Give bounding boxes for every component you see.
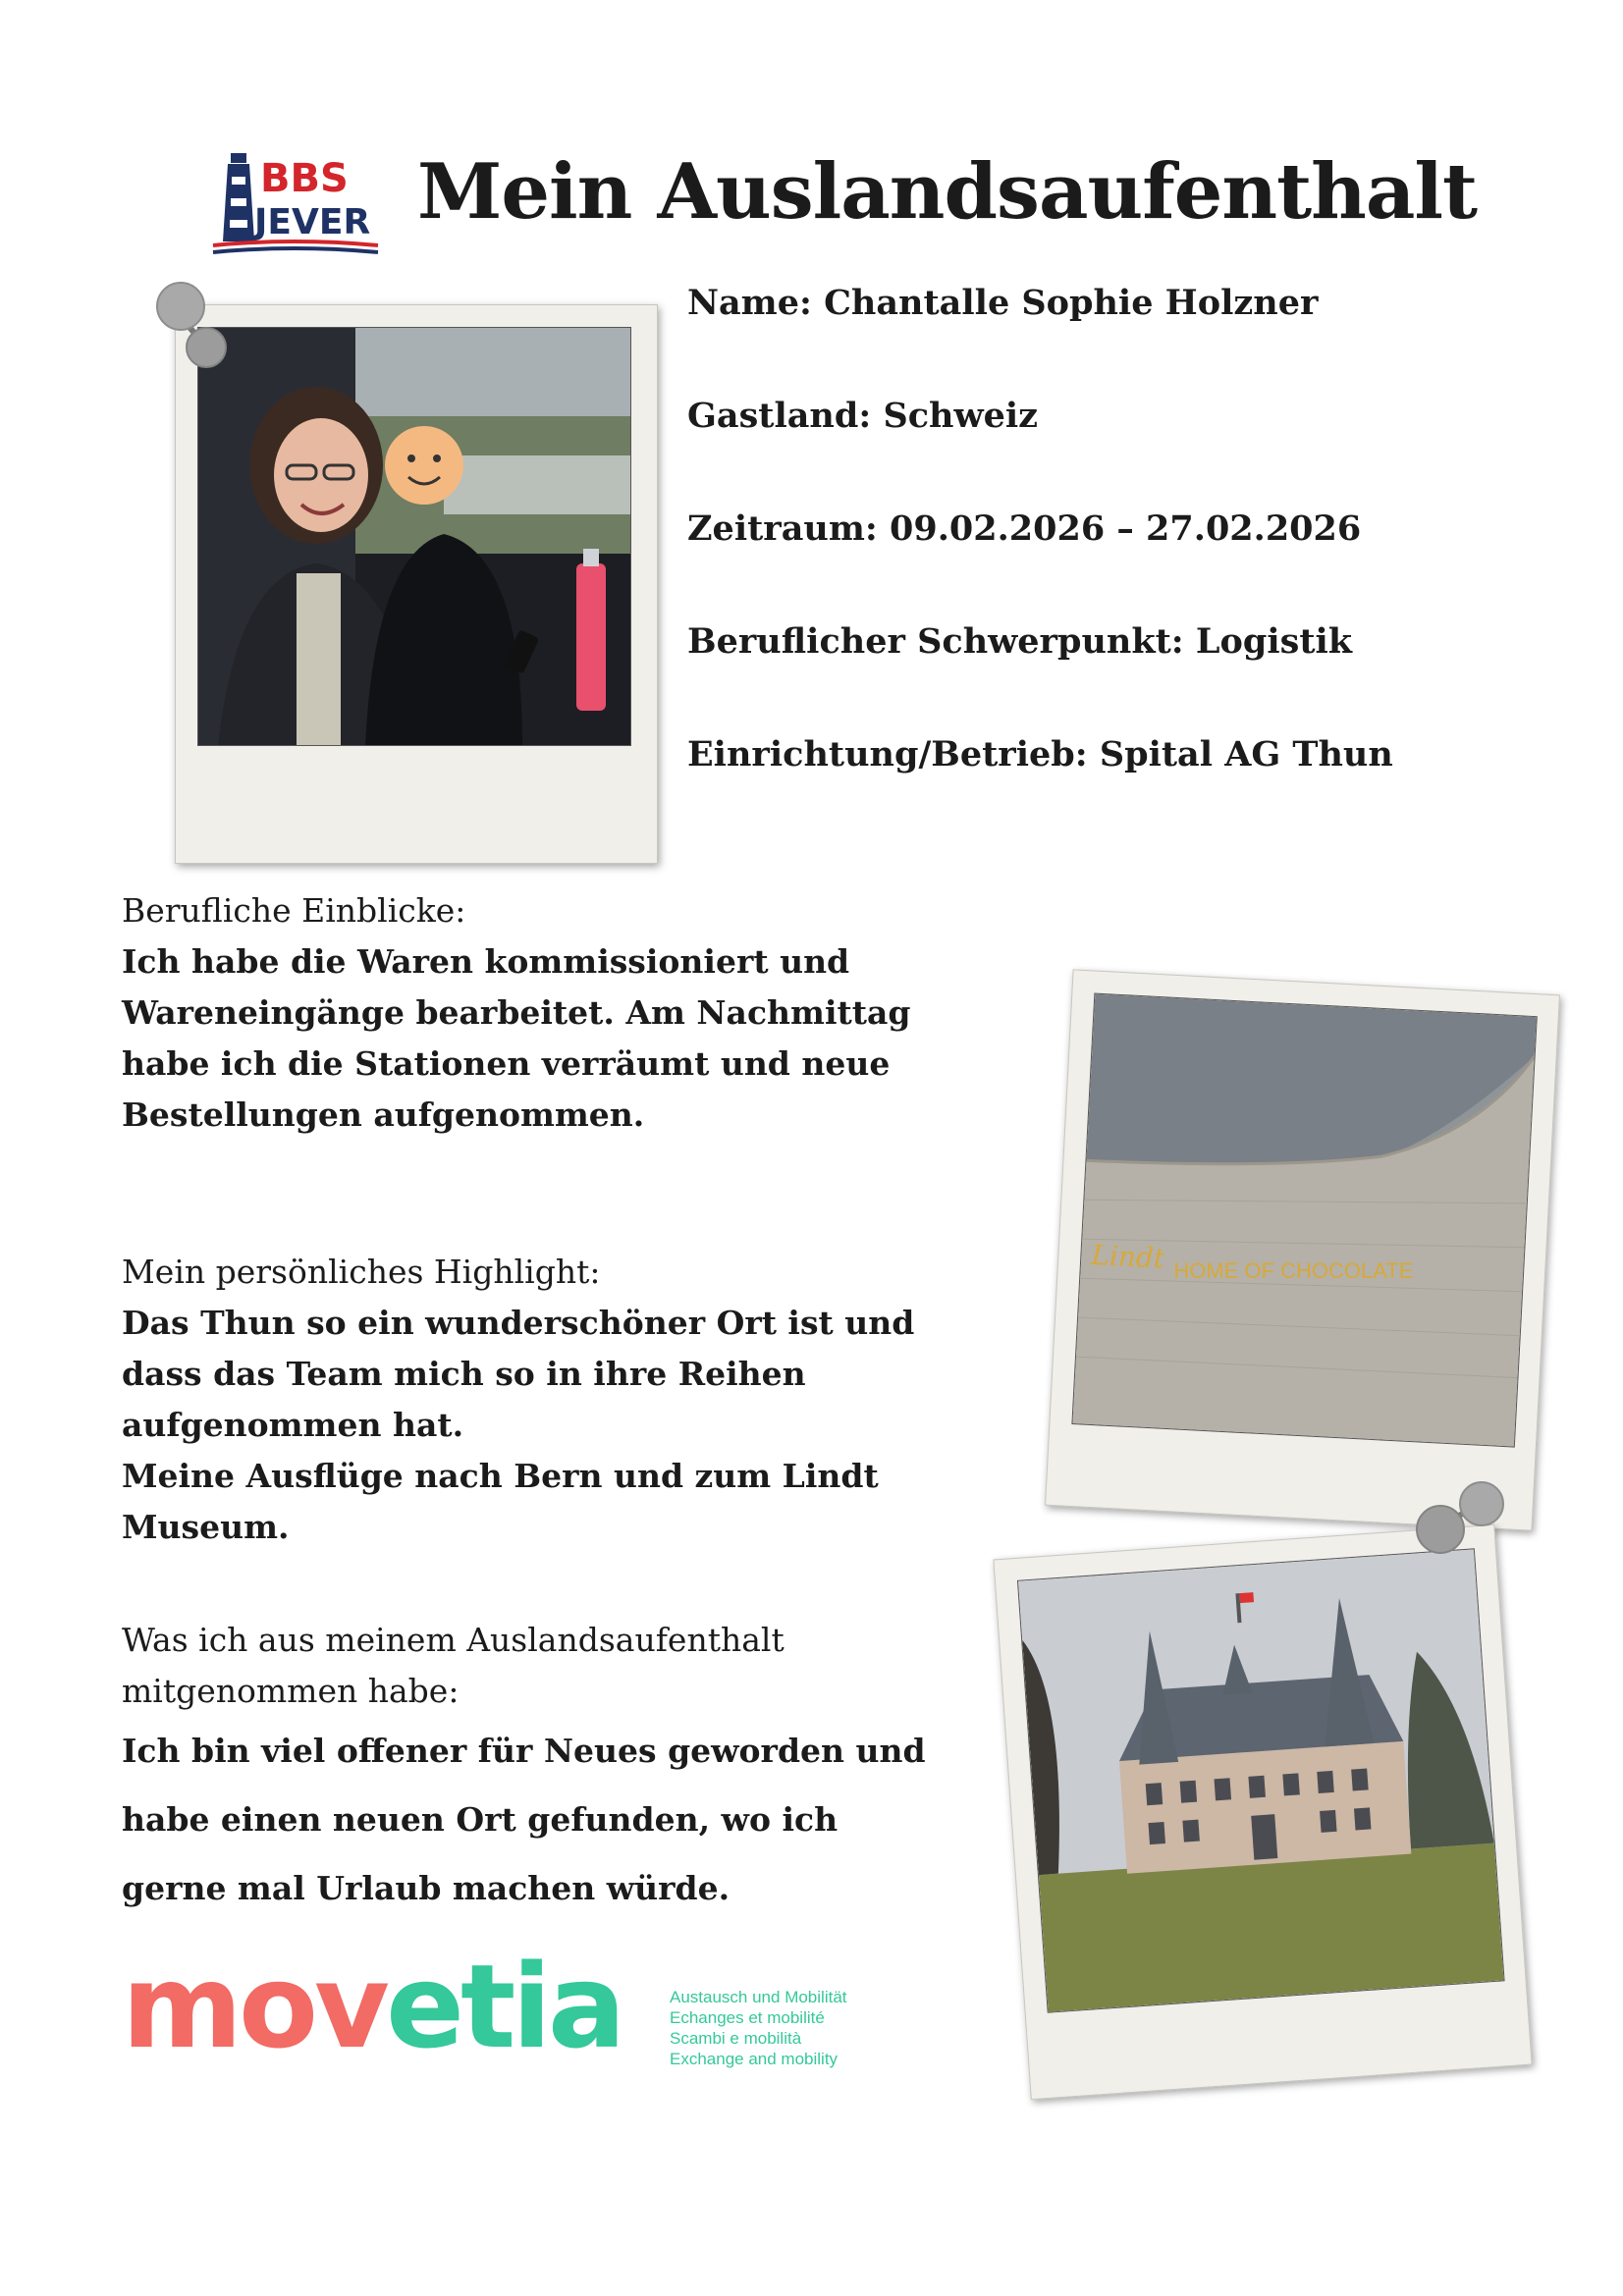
section-highlight	[122, 1247, 937, 1553]
movetia-logo-part1: mov	[122, 1939, 386, 2074]
highlight-heading: Mein persönliches Highlight:	[122, 1253, 601, 1291]
einblicke-line: Wareneingänge bearbeitet. Am Nachmittag	[122, 993, 911, 1032]
info-schwerpunkt: Beruflicher Schwerpunkt: Logistik	[687, 621, 1353, 662]
portrait-photo	[197, 327, 631, 746]
info-zeitraum: Zeitraum: 09.02.2026 – 27.02.2026	[687, 508, 1362, 549]
info-einrichtung: Einrichtung/Betrieb: Spital AG Thun	[687, 734, 1393, 774]
mitgenommen-line: Ich bin viel offener für Neues geworden und	[122, 1732, 926, 1770]
castle-photo	[1017, 1548, 1505, 2012]
info-gastland: Gastland: Schweiz	[687, 396, 1039, 436]
highlight-line: Das Thun so ein wunderschöner Ort ist und	[122, 1304, 915, 1342]
movetia-tagline-line: Scambi e mobilità	[670, 2029, 802, 2048]
movetia-logo	[122, 1939, 622, 2074]
movetia-tagline	[670, 1987, 847, 2069]
einblicke-line: Ich habe die Waren kommissioniert und	[122, 942, 850, 981]
lindt-sign-text: HOME OF CHOCOLATE	[1173, 1258, 1414, 1284]
polaroid-portrait	[175, 304, 658, 864]
pushpin-icon	[1399, 1472, 1507, 1580]
logo-jever-text: JEVER	[254, 202, 371, 242]
info-name: Name: Chantalle Sophie Holzner	[687, 283, 1319, 323]
movetia-logo-part2: etia	[385, 1939, 622, 2074]
pushpin-icon	[145, 277, 243, 385]
mitgenommen-line: habe einen neuen Ort gefunden, wo ich	[122, 1800, 839, 1839]
lindt-photo	[1071, 993, 1537, 1448]
mitgenommen-heading: mitgenommen habe:	[122, 1672, 460, 1710]
lighthouse-icon	[223, 153, 254, 241]
einblicke-line: Bestellungen aufgenommen.	[122, 1095, 645, 1134]
mitgenommen-heading: Was ich aus meinem Auslandsaufenthalt	[122, 1621, 784, 1659]
section-einblicke	[122, 885, 937, 1141]
highlight-line: dass das Team mich so in ihre Reihen	[122, 1355, 806, 1393]
einblicke-heading: Berufliche Einblicke:	[122, 891, 466, 930]
bbs-jever-logo	[211, 147, 383, 257]
polaroid-castle	[993, 1524, 1532, 2100]
highlight-line: Museum.	[122, 1508, 290, 1546]
logo-bbs-text: BBS	[260, 156, 349, 201]
einblicke-line: habe ich die Stationen verräumt und neue	[122, 1044, 891, 1083]
movetia-tagline-line: Austausch und Mobilität	[670, 1988, 847, 2006]
movetia-tagline-line: Echanges et mobilité	[670, 2008, 825, 2027]
section-mitgenommen	[122, 1615, 937, 1923]
mitgenommen-line: gerne mal Urlaub machen würde.	[122, 1869, 730, 1907]
highlight-line: aufgenommen hat.	[122, 1406, 464, 1444]
lindt-brand-text: Lindt	[1090, 1238, 1165, 1275]
movetia-tagline-line: Exchange and mobility	[670, 2050, 839, 2068]
highlight-line: Meine Ausflüge nach Bern und zum Lindt	[122, 1457, 879, 1495]
polaroid-lindt	[1045, 969, 1560, 1530]
page-title: Mein Auslandsaufenthalt	[417, 147, 1478, 237]
